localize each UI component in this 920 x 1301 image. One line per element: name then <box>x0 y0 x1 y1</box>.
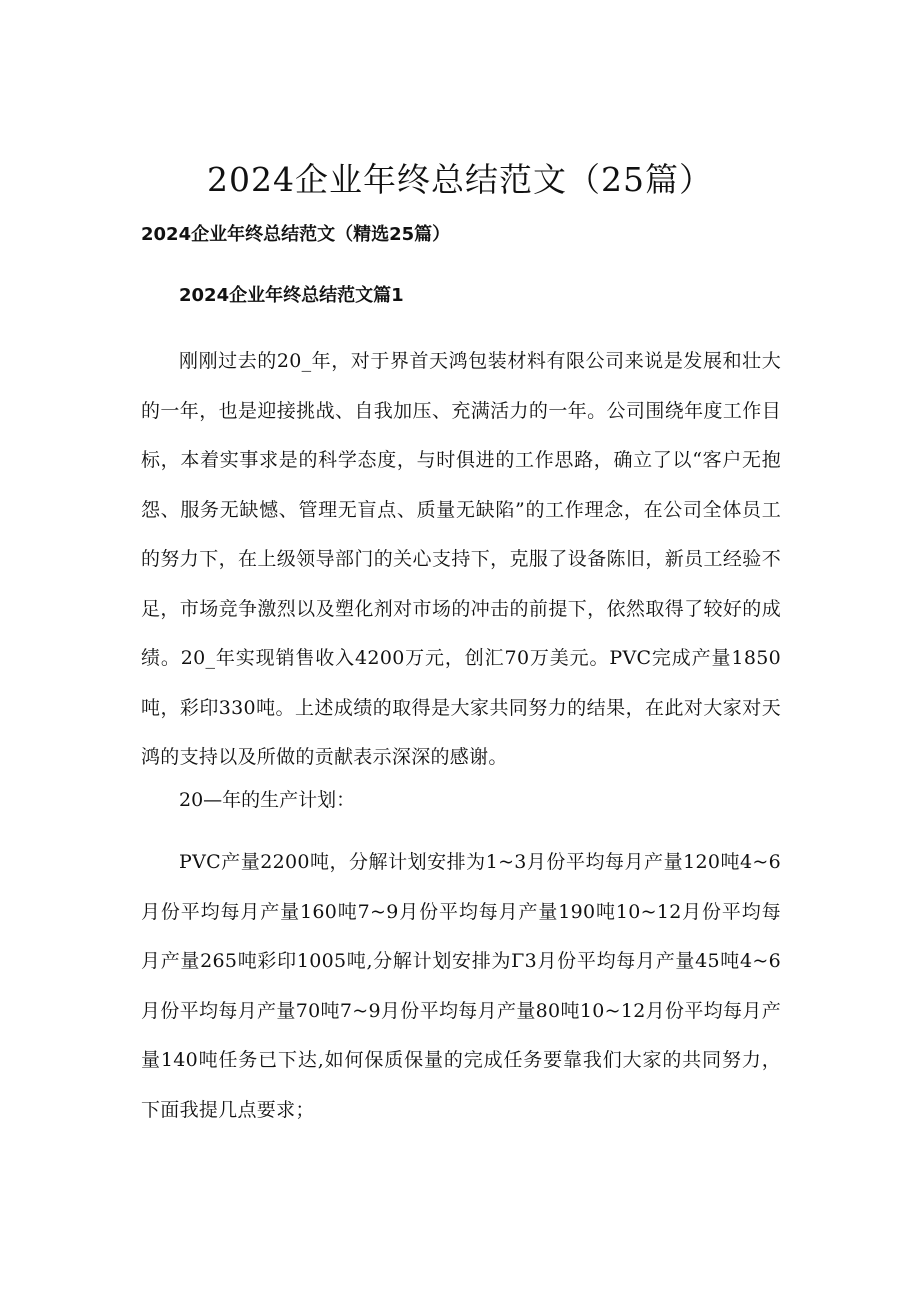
body-paragraph-1: 刚刚过去的20_年，对于界首天鸿包装材料有限公司来说是发展和壮大的一年，也是迎接挑战、自我加压、充满活力的一年。公司围绕年度工作目标，本着实事求是的科学态度，与时俱进的工作思路，确立了以“客户无抱怨、服务无缺憾、管理无盲点、质量无缺陷”的工作理念，在公司全体员工的努力下，在上级领导部门的关心支持下，克服了设备陈旧，新员工经验不足，市场竞争激烈以及塑化剂对市场的冲击的前提下，依然取得了较好的成绩。20_年实现销售收入4200万元，创汇70万美元。PVC完成产量1850吨，彩印330吨。上述成绩的取得是大家共同努力的结果，在此对大家对天鸿的支持以及所做的贡献表示深深的感谢。 <box>141 350 781 768</box>
document-title: 2024企业年终总结范文（25篇） <box>207 160 713 199</box>
production-plan-heading: 20—年的生产计划： <box>179 789 356 811</box>
body-paragraph-2: PVC产量2200吨，分解计划安排为1~3月份平均每月产量120吨4~6月份平均每月产量160吨7~9月份平均每月产量190吨10~12月份平均每月产量265吨彩印1005吨,分解计划安排为Γ3月份平均每月产量45吨4~6月份平均每月产量70吨7~9月份平均每月产量80吨10~12月份平均每月产量140吨任务已下达,如何保质保量的完成任务要靠我们大家的共同努力，下面我提几点要求； <box>141 851 781 1121</box>
section-heading: 2024企业年终总结范文篇1 <box>179 285 404 306</box>
document-subtitle: 2024企业年终总结范文（精选25篇） <box>141 224 451 245</box>
